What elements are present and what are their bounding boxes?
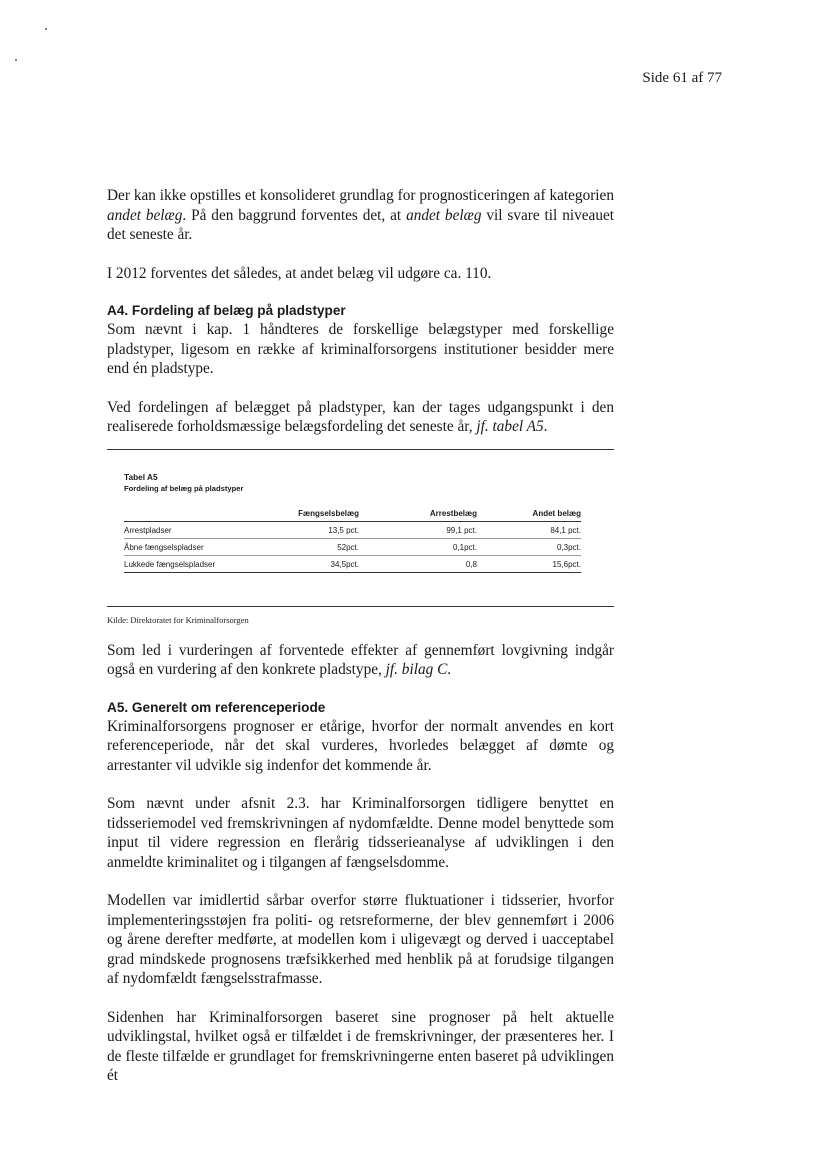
table-cell: 15,6pct.: [477, 555, 581, 572]
paragraph-a4-intro: Som nævnt i kap. 1 håndteres de forskellige belægstyper med forskellige pladstyper, ligesom en række af kriminalforsorgens institutioner besidder mere end én pladstype.: [107, 321, 614, 377]
paragraph-a5-4: Sidenhen har Kriminalforsorgen baseret sine prognoser på helt aktuelle udviklingstal, hvilket også er tilfældet i de fremskrivninger, der præsenteres her. I de fleste tilfælde er grundlaget for fremskrivningerne enten baseret på udviklingen ét: [107, 1008, 614, 1084]
table-header-row: [124, 506, 581, 522]
table-cell: 52pct.: [271, 538, 359, 555]
data-table: [124, 506, 581, 573]
table-cell: 13,5 pct.: [271, 521, 359, 538]
section-heading-a4: A4. Fordeling af belæg på pladstyper: [107, 303, 346, 318]
table-cell: 0,3pct.: [477, 538, 581, 555]
table-row: [124, 538, 581, 555]
page-body: [107, 186, 614, 1086]
row-label: Lukkede fængselspladser: [124, 555, 271, 572]
row-label: Åbne fængselspladser: [124, 538, 271, 555]
scan-speck: [15, 59, 17, 61]
table-cell: 0,8: [359, 555, 477, 572]
paragraph-a5-3: Modellen var imidlertid sårbar overfor større fluktuationer i tidsserier, hvorfor implementeringsstøjen fra politi- og retsreformerne, der blev gennemført i 2006 og årene derefter medførte, at modellen kom i uligevægt og derved i uacceptabel grad mindskede prognosens træfsikkerhed med henblik på at forudsige tilgangen af nydomfældt fængselsstrafmasse.: [107, 892, 614, 987]
paragraph-forecast-2012: I 2012 forventes det således, at andet belæg vil udgøre ca. 110.: [107, 264, 492, 282]
section-heading-a5: A5. Generelt om referenceperiode: [107, 699, 326, 715]
column-header: Arrestbelæg: [359, 506, 477, 522]
table-subtitle: Fordeling af belæg på pladstyper: [124, 483, 244, 493]
table-source: Kilde: Direktoratet for Kriminalforsorgen: [107, 614, 249, 625]
table-bottom-rule: [107, 606, 614, 607]
table-cell: 84,1 pct.: [477, 521, 581, 538]
column-header: [124, 506, 271, 522]
table-cell: 34,5pct.: [271, 555, 359, 572]
table-a5: [107, 450, 614, 573]
paragraph-legislation: Som led i vurderingen af forventede effekter af gennemført lovgivning indgår også en vurdering af den konkrete pladstype, jf. bilag C.: [107, 641, 614, 678]
table-cell: 0,1pct.: [359, 538, 477, 555]
scan-speck: [45, 28, 47, 30]
table-title: Tabel A5: [124, 471, 158, 482]
table-row: [124, 521, 581, 538]
table-cell: 99,1 pct.: [359, 521, 477, 538]
page-number: Side 61 af 77: [642, 70, 722, 86]
row-label: Arrestpladser: [124, 521, 271, 538]
column-header: Andet belæg: [477, 506, 581, 522]
table-row: [124, 555, 581, 572]
column-header: Fængselsbelæg: [271, 506, 359, 522]
paragraph-a5-2: Som nævnt under afsnit 2.3. har Kriminalforsorgen tidligere benyttet en tidsseriemodel ved fremskrivningen af nydomfældte. Denne model benyttede som input til videre regression en flerårig tidsserieanalyse af udviklingen i den anmeldte kriminalitet og i tilgangen af fængselsdomme.: [107, 795, 614, 871]
paragraph-a4-distribution: Ved fordelingen af belægget på pladstyper, kan der tages udgangspunkt i den realiserede forholdsmæssige belægsfordeling det seneste år, jf. tabel A5.: [107, 398, 614, 435]
paragraph-andet-belaeg: Der kan ikke opstilles et konsolideret grundlag for prognosticeringen af kategorien andet belæg. På den baggrund forventes det, at andet belæg vil svare til niveauet det seneste år.: [107, 187, 615, 243]
paragraph-a5-1: Kriminalforsorgens prognoser er etårige, hvorfor der normalt anvendes en kort referenceperiode, når det skal vurderes, hvorledes belægget af dømte og arrestanter vil udvikle sig indenfor det kommende år.: [107, 717, 614, 774]
